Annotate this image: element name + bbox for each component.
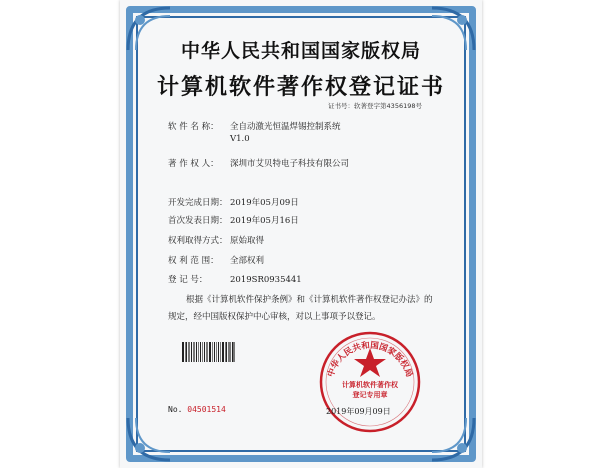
field-value: 2019年05月09日 — [230, 198, 299, 208]
serial-number — [168, 405, 226, 414]
field-label: 著 作 权 人： — [168, 159, 219, 169]
barcode-bar — [228, 342, 230, 362]
field-value: 全部权利 — [230, 256, 265, 266]
corner-ornament-icon — [126, 416, 172, 462]
field-value: 原始取得 — [230, 236, 265, 246]
barcode-bar — [212, 342, 213, 362]
serial-prefix: No. — [168, 405, 183, 414]
field-label: 权 利 范 围： — [168, 256, 219, 266]
barcode-bar — [191, 342, 192, 362]
barcode-bar — [200, 342, 202, 362]
statement-line-2: 规定，经中国版权保护中心审核，对以上事项予以登记。 — [168, 312, 381, 322]
certificate-title: 计算机软件著作权登记证书 — [156, 74, 445, 100]
field-registration-number — [168, 273, 302, 285]
barcode-bar — [218, 342, 220, 362]
seal-ring-text: 中华人民共和国国家版权局 — [326, 340, 414, 379]
field-label: 权利取得方式： — [168, 236, 228, 246]
barcode-bar — [204, 342, 205, 362]
barcode-bar — [216, 342, 217, 362]
barcode-bar — [225, 342, 226, 362]
field-value: 2019SR0935441 — [230, 275, 302, 285]
statement-line-1: 根据《计算机软件保护条例》和《计算机软件著作权登记办法》的 — [186, 295, 433, 305]
barcode-bar — [226, 342, 227, 362]
field-label: 开发完成日期： — [168, 198, 228, 208]
barcode-bar — [196, 342, 197, 362]
field-completion-date — [168, 196, 299, 208]
certification-statement — [168, 292, 436, 326]
barcode-bar — [232, 342, 233, 362]
serial-value: 04501514 — [187, 405, 226, 414]
certificate-number: 证书号：软著登字第4356198号 — [328, 102, 422, 110]
barcode-bar — [214, 342, 215, 362]
field-label: 首次发表日期： — [168, 216, 228, 226]
field-copyright-owner — [168, 157, 349, 169]
field-software-name — [168, 120, 341, 144]
issuer-title: 中华人民共和国国家版权局 — [180, 40, 421, 62]
field-rights-scope — [168, 254, 264, 266]
field-label: 软 件 名 称： — [168, 122, 219, 132]
barcode-bar — [188, 342, 190, 362]
barcode-bar — [198, 342, 199, 362]
barcode-bar — [206, 342, 208, 362]
certificate-paper — [120, 0, 482, 468]
corner-ornament-icon — [430, 416, 476, 462]
barcode-bar — [202, 342, 203, 362]
seal-text-line-1: 计算机软件著作权 — [342, 380, 398, 389]
barcode-bar — [186, 342, 187, 362]
barcode-bar — [193, 342, 195, 362]
issue-date: 2019年09月09日 — [326, 407, 391, 416]
barcode-icon — [182, 342, 236, 362]
barcode-bar — [182, 342, 184, 362]
barcode-bar — [209, 342, 211, 362]
field-acquisition-method — [168, 234, 264, 246]
field-value: 全自动激光恒温焊锡控制系统 — [230, 122, 341, 132]
field-value: 深圳市艾贝特电子科技有限公司 — [230, 159, 350, 169]
barcode-bar — [222, 342, 224, 362]
field-label: 登 记 号： — [168, 275, 208, 285]
field-value: 2019年05月16日 — [230, 216, 299, 226]
field-publish-date — [168, 214, 299, 226]
barcode-bar — [220, 342, 221, 362]
barcode-bar — [185, 342, 186, 362]
seal-text-line-2: 登记专用章 — [352, 390, 388, 399]
barcode-bar — [233, 342, 235, 362]
field-value-version: V1.0 — [230, 134, 250, 144]
